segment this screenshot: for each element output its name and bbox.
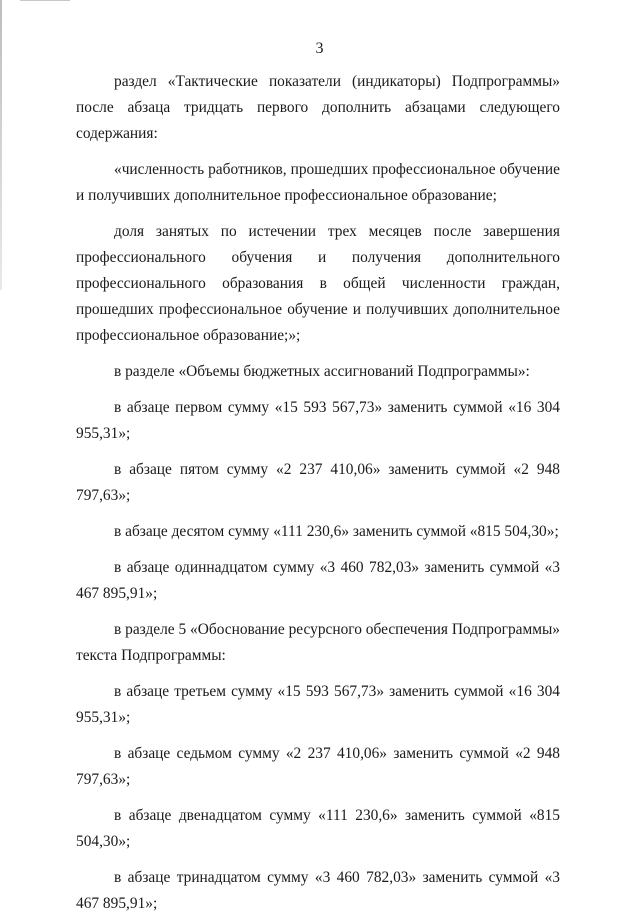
scan-edge-line (20, 0, 70, 1)
paragraph-budget-fifth: в абзаце пятом сумму «2 237 410,06» заменить суммой «2 948 797,63»; (76, 461, 560, 504)
paragraph-section5-third: в абзаце третьем сумму «15 593 567,73» заменить суммой «16 304 955,31»; (76, 683, 560, 726)
paragraph-budget-section: в разделе «Объемы бюджетных ассигнований Подпрограммы»: (114, 363, 530, 380)
paragraph-section-5: в разделе 5 «Обоснование ресурсного обеспечения Подпрограммы» текста Подпрограммы: (76, 621, 560, 664)
paragraph-section5-twelfth: в абзаце двенадцатом сумму «111 230,6» заменить суммой «815 504,30»; (76, 807, 560, 850)
paragraph-workers-count: «численность работников, прошедших профессиональное обучение и получивших дополнительное профессиональное образование; (76, 161, 560, 204)
paragraph-section5-thirteenth: в абзаце тринадцатом сумму «3 460 782,03» заменить суммой «3 467 895,91»; (76, 869, 560, 912)
paragraph-section5-seventh: в абзаце седьмом сумму «2 237 410,06» заменить суммой «2 948 797,63»; (76, 745, 560, 788)
paragraph-budget-tenth: в абзаце десятом сумму «111 230,6» заменить суммой «815 504,30»; (114, 523, 559, 540)
paragraph-employed-share: доля занятых по истечении трех месяцев после завершения профессионального обучения и получения дополнительного профессионального образования в общей численности граждан, прошедших профессиональное обучение и получивших дополнительное профессиональное образование;»; (76, 223, 560, 344)
paragraph-budget-eleventh: в абзаце одиннадцатом сумму «3 460 782,03» заменить суммой «3 467 895,91»; (76, 559, 560, 602)
document-body (76, 69, 560, 917)
page-number: 3 (315, 40, 324, 57)
paragraph-budget-first: в абзаце первом сумму «15 593 567,73» заменить суммой «16 304 955,31»; (76, 399, 560, 442)
paragraph-tactical-indicators: раздел «Тактические показатели (индикаторы) Подпрограммы» после абзаца тридцать первого дополнить абзацами следующего содержания: (76, 73, 560, 142)
